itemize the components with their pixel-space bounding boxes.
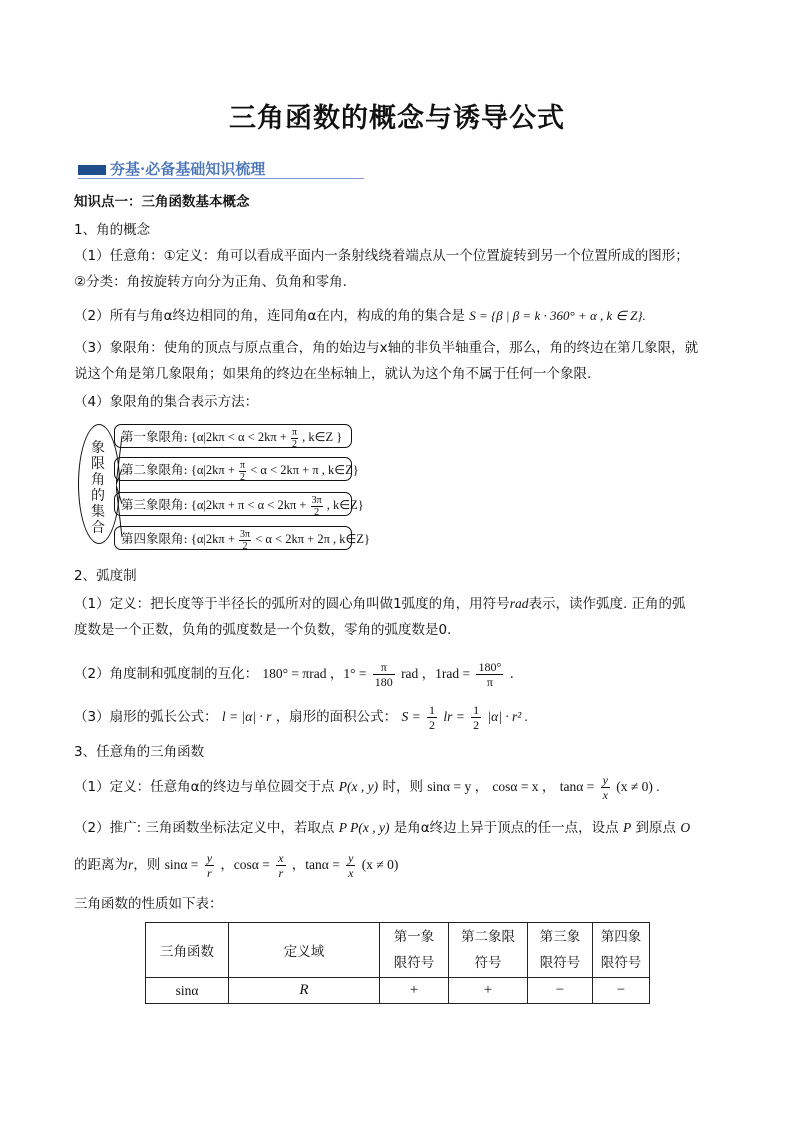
paragraph: 说这个角是第几象限角；如果角的终边在坐标轴上，就认为这个角不属于任何一个象限.: [74, 366, 592, 382]
text: （2）角度制和弧度制的互化：: [74, 666, 259, 682]
frac-num: 180°: [478, 659, 502, 674]
quadrant-box-4: [114, 526, 371, 552]
table-header-cell: [449, 923, 528, 978]
frac-den: 180: [374, 674, 393, 689]
text: （1）定义：把长度等于半径长的弧所对的圆心角叫做1弧度的角，用符号: [74, 596, 510, 612]
table-row: [146, 978, 650, 1004]
paragraph-trig-def: [74, 770, 660, 804]
frac-num: π: [373, 660, 395, 675]
table-header-row: [146, 923, 650, 978]
symbol-r: r: [128, 857, 134, 872]
frac-num: 3π: [311, 494, 322, 506]
set-text: {α|2kπ +: [190, 532, 235, 546]
paragraph: ②分类：角按旋转方向分为正角、负角和零角.: [74, 274, 347, 290]
table-cell: +: [380, 978, 449, 1004]
set-text: < α < 2kπ + π , k∈Z}: [250, 463, 359, 477]
formula: rad ，1rad =: [401, 666, 471, 681]
table-cell: −: [593, 978, 650, 1004]
frac-den: 2: [240, 471, 246, 483]
text: （1）定义：任意角α的终边与单位圆交于点: [74, 779, 335, 795]
set-text: , k∈Z}: [326, 498, 364, 512]
text: 时，则: [382, 779, 423, 795]
formula: lr =: [443, 709, 465, 724]
header-line: 第一象: [393, 929, 435, 945]
table-header-cell: 三角函数: [146, 923, 229, 978]
quadrant-label: 第一象限角:: [121, 429, 188, 444]
text: 是角α终边上异于顶点的任一点，设点: [393, 820, 619, 836]
table-cell: +: [449, 978, 528, 1004]
frac-den: r: [207, 865, 212, 880]
text: ，扇形的面积公式：: [275, 709, 398, 725]
text: .: [509, 666, 514, 682]
text: 的距离为: [74, 857, 128, 873]
quadrant-box-1: [114, 424, 352, 448]
symbol-P: P: [622, 820, 632, 835]
quadrant-label: 第三象限角:: [121, 497, 188, 512]
header-line: 限符号: [539, 955, 581, 971]
table-header-cell: [593, 923, 650, 978]
table-intro: 三角函数的性质如下表：: [74, 896, 223, 912]
frac-num: x: [278, 850, 284, 865]
table-header-cell: 定义域: [229, 923, 380, 978]
formula-tan: tanα =: [559, 779, 595, 794]
frac-den: 2: [429, 717, 436, 732]
set-text: , k∈Z }: [302, 430, 343, 444]
formula-coterminal-set: S = {β | β = k · 360° + α , k ∈ Z}.: [469, 308, 646, 323]
quadrant-box-3: [114, 492, 364, 518]
frac-num: y: [348, 850, 354, 865]
paragraph-sector: [74, 700, 528, 734]
table-header-cell: [380, 923, 449, 978]
page-title: 三角函数的概念与诱导公式: [229, 103, 565, 134]
table-cell: −: [528, 978, 593, 1004]
set-text: {α|2kπ < α < 2kπ +: [190, 430, 287, 444]
frac-num: y: [206, 850, 213, 865]
text: 到原点: [635, 820, 677, 836]
formula: |α| · r² .: [487, 709, 529, 724]
paragraph-radian-def: [74, 594, 686, 614]
frac-num: π: [291, 426, 298, 438]
frac-num: π: [240, 459, 246, 471]
paragraph-coterminal: [74, 306, 646, 326]
symbol-rad: rad: [509, 596, 529, 611]
text: ，则: [133, 857, 161, 873]
paragraph-trig-general: [74, 818, 690, 838]
frac-den: 2: [242, 540, 248, 552]
quadrant-box-2: [114, 457, 359, 483]
formula-sin: sinα = y ，: [427, 779, 489, 794]
frac-den: 2: [292, 438, 297, 450]
section-header-bar: [78, 165, 106, 175]
frac-den: r: [278, 865, 284, 880]
text: （2）所有与角α终边相同的角，连同角α在内，构成的角的集合是: [74, 308, 465, 324]
table-cell: R: [229, 978, 380, 1004]
section-header: 夯基·必备基础知识梳理: [110, 160, 266, 178]
header-line: 第二象限: [461, 929, 515, 945]
frac-den: π: [486, 674, 493, 689]
knowledge-point-heading: 知识点一：三角函数基本概念: [74, 194, 250, 210]
section-header-underline: [78, 178, 364, 179]
formula-cos: cosα = x ，: [492, 779, 556, 794]
quadrant-label: 第二象限角:: [121, 462, 188, 477]
formula: 180° = πrad ，1° =: [262, 666, 367, 681]
frac-num: 3π: [240, 528, 251, 540]
table-header-cell: [528, 923, 593, 978]
formula-arc-length: l = |α| · r: [221, 709, 272, 724]
subsection-heading-radian: 2、弧度制: [74, 568, 137, 584]
point-P: P P(x , y): [338, 820, 390, 835]
frac-den: 2: [473, 717, 480, 732]
formula: S =: [401, 709, 421, 724]
formula: (x ≠ 0) .: [616, 779, 660, 794]
paragraph: （4）象限角的集合表示方法：: [74, 394, 259, 410]
trig-properties-table: [145, 922, 650, 1004]
frac-den: 2: [314, 506, 320, 518]
table-cell: sinα: [146, 978, 229, 1004]
point-P: P(x , y): [338, 779, 379, 794]
text: 表示，读作弧度. 正角的弧: [528, 596, 686, 612]
formula-cos: ，cosα =: [220, 857, 270, 872]
formula: (x ≠ 0): [361, 857, 399, 872]
symbol-O: O: [680, 820, 691, 835]
paragraph: （1）任意角：①定义：角可以看成平面内一条射线绕着端点从一个位置旋转到另一个位置所成的图形；: [74, 248, 689, 264]
quadrant-label: 第四象限角:: [121, 531, 188, 546]
paragraph-trig-general-2: [74, 848, 398, 882]
frac-den: x: [602, 787, 608, 802]
header-line: 限符号: [393, 955, 435, 971]
text: （2）推广: 三角函数坐标法定义中，若取点: [74, 820, 335, 836]
header-line: 第四象: [600, 929, 642, 945]
frac-num: 1: [429, 702, 436, 717]
formula-sin: sinα =: [164, 857, 199, 872]
text: （3）扇形的弧长公式：: [74, 709, 218, 725]
subsection-heading-trig: 3、任意角的三角函数: [74, 744, 205, 760]
paragraph-conversion: [74, 656, 514, 692]
header-line: 限符号: [600, 955, 642, 971]
header-line: 符号: [474, 955, 502, 971]
frac-num: y: [602, 772, 608, 787]
quadrant-diagram-label: 象限角的集合: [91, 440, 105, 536]
paragraph: （3）象限角：使角的顶点与原点重合，角的始边与x轴的非负半轴重合，那么，角的终边在第几象限，就: [74, 340, 699, 356]
header-line: 第三象: [539, 929, 581, 945]
frac-num: 1: [473, 702, 480, 717]
formula-tan: ，tanα =: [291, 857, 340, 872]
frac-den: x: [348, 865, 354, 880]
set-text: {α|2kπ +: [190, 463, 235, 477]
set-text: < α < 2kπ + 2π , k∈Z}: [255, 532, 371, 546]
set-text: {α|2kπ + π < α < 2kπ +: [190, 498, 307, 512]
subsection-heading-angle: 1、角的概念: [74, 222, 151, 238]
paragraph: 度数是一个正数，负角的弧度数是一个负数，零角的弧度数是0.: [74, 622, 452, 638]
